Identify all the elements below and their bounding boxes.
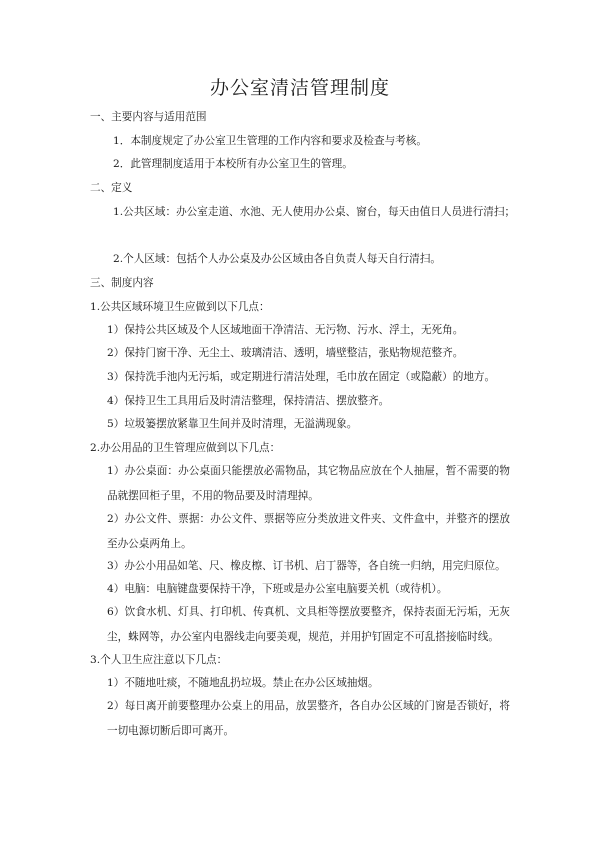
list-item: 1）不随地吐痰，不随地乱扔垃圾。禁止在办公区域抽烟。 [107,677,379,689]
document-title: 办公室清洁管理制度 [209,77,390,99]
list-item: 4）保持卫生工具用后及时清洁整理，保持清洁、摆放整齐。 [107,395,390,407]
personal-hygiene-heading: 3.个人卫生应注意以下几点： [90,654,228,666]
list-item: 6）饮食水机、灯具、打印机、传真机、文具柜等摆放要整齐，保持表面无污垢，无灰尘，蛛网等，办公室内电器线走向要美观，规范，并用护钉固定不可乱搭接临时线。 [107,606,510,643]
section-heading-definition: 二、定义 [90,182,133,194]
scope-item-1: 1．本制度规定了办公室卫生管理的工作内容和要求及检查与考核。 [113,135,427,147]
list-item: 4）电脑：电脑键盘要保持干净，下班或是办公室电脑要关机（或待机）。 [107,583,448,595]
public-area-heading: 1.公共区域环境卫生应做到以下几点： [90,301,270,313]
list-item: 3）办公小用品如笔、尺、橡皮檫、订书机、启丁器等，各自统一归纳，用完归原位。 [107,560,506,572]
section-heading-scope: 一、主要内容与适用范围 [90,111,207,123]
scope-item-2: 2．此管理制度适用于本校所有办公室卫生的管理。 [113,158,353,170]
list-item: 1）办公桌面：办公桌面只能摆放必需物品，其它物品应放在个人抽屉，暂不需要的物品就摆回柜子里，不用的物品要及时清理掉。 [107,465,510,502]
list-item: 5）垃圾篓摆放紧靠卫生间并及时清理，无溢满现象。 [107,418,358,430]
office-supplies-heading: 2.办公用品的卫生管理应做到以下几点： [90,442,281,454]
list-item: 1）保持公共区域及个人区域地面干净清洁、无污物、污水、浮土，无死角。 [107,324,464,336]
list-item: 2）保持门窗干净、无尘土、玻璃清洁、透明，墙壁整洁，张贴物规范整齐。 [107,347,464,359]
list-item: 2）每日离开前要整理办公桌上的用品，放罢整齐，各自办公区域的门窗是否锁好，将一切电源切断后即可离开。 [107,700,510,737]
definition-item-1: 1.公共区域：办公室走道、水池、无人使用办公桌、窗台，每天由值日人员进行清扫； [113,206,516,218]
definition-item-2: 2.个人区域：包括个人办公桌及办公区域由各自负责人每天自行清扫。 [113,253,441,265]
list-item: 2）办公文件、票据：办公文件、票据等应分类放进文件夹、文件盒中，并整齐的摆放至办公桌两角上。 [107,513,510,550]
section-heading-content: 三、制度内容 [90,277,154,289]
list-item: 3）保持洗手池内无污垢，或定期进行清洁处理，毛巾放在固定（或隐蔽）的地方。 [107,371,496,383]
